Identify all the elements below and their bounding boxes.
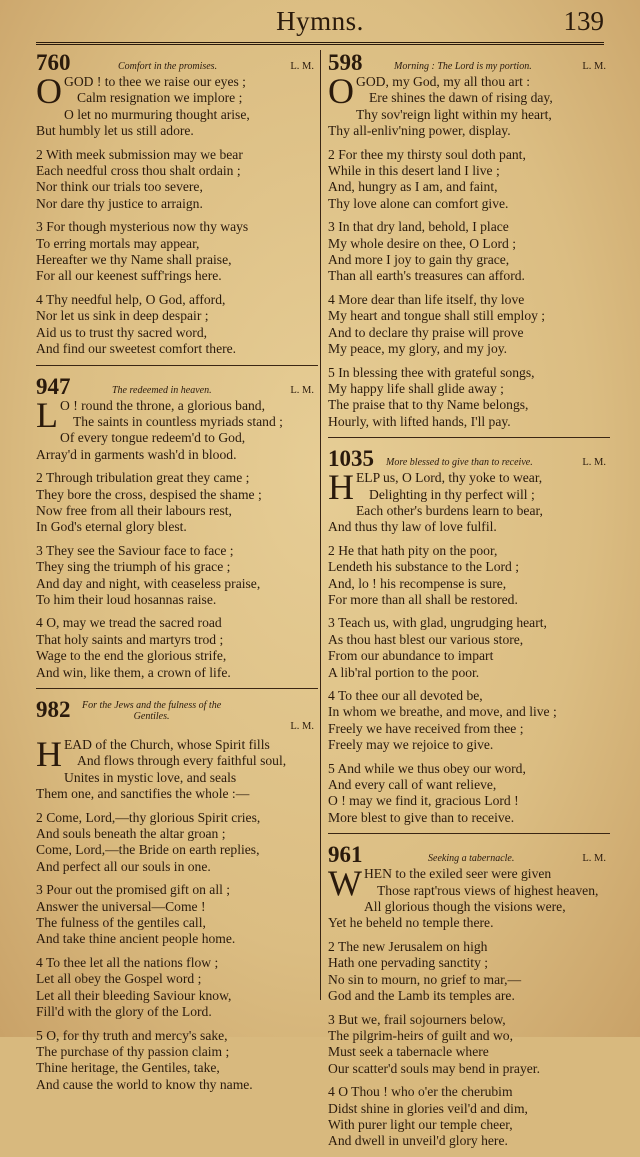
verse-line: The praise that to thy Name belongs, (328, 397, 529, 413)
hymn-subject-line: More blessed to give than to receive. (386, 457, 533, 469)
verse-line: Freely may we rejoice to give. (328, 737, 494, 753)
verse-line: 5 And while we thus obey our word, (328, 760, 526, 776)
hymn-subject (394, 61, 532, 72)
verse-line: A lib'ral portion to the poor. (328, 664, 480, 680)
verse-line: 2 With meek submission may we bear (36, 146, 243, 162)
hymn-heading (328, 840, 610, 866)
verse-line: And win, like them, a crown of life. (36, 664, 231, 680)
hymn-subject (386, 457, 533, 468)
hymn-number: 760 (36, 50, 71, 75)
verse-line: Nor think our trials too severe, (36, 179, 203, 195)
first-lines (36, 71, 318, 111)
stanza (328, 219, 610, 285)
hymn-number: 982 (36, 697, 71, 722)
hymn-heading (36, 695, 318, 737)
verse-line: My heart and tongue shall still employ ; (328, 308, 546, 324)
first-lines (328, 863, 610, 904)
hymn-meter: L. M. (290, 721, 314, 732)
verse-line: Wage to the end the glorious strife, (36, 648, 227, 664)
page-title: Hymns. (276, 6, 364, 36)
verse-line: Those rapt'rous views of highest heaven, (376, 882, 599, 898)
stanza (36, 71, 318, 140)
verse-line: And, hungry as I am, and faint, (328, 179, 498, 195)
drop-cap-lines (64, 737, 318, 770)
verse-line: Calm resignation we implore ; (77, 90, 243, 106)
stanza (36, 147, 318, 213)
hymn-number: 947 (36, 373, 71, 399)
hymn-subject-line: Seeking a tabernacle. (428, 853, 515, 865)
verse-line: O ! may we find it, gracious Lord ! (328, 793, 519, 809)
verse-line: 4 O, may we tread the sacred road (36, 615, 222, 631)
verse-line: 4 O Thou ! who o'er the cherubim (328, 1084, 513, 1100)
drop-cap: H (328, 467, 354, 508)
verse-line: With purer light our temple cheer, (328, 1116, 513, 1132)
verse-line: And every call of want relieve, (328, 777, 497, 793)
hymn-heading (36, 372, 318, 398)
left-column (36, 48, 318, 1100)
hymn-separator-rule (328, 833, 610, 834)
verse-line: And day and night, with ceaseless praise, (36, 575, 261, 591)
verse-line: 3 For though mysterious now thy ways (36, 219, 249, 235)
stanza (328, 615, 610, 681)
first-lines (328, 71, 610, 111)
verse-line: Thine heritage, the Gentiles, take, (36, 1060, 220, 1076)
verse-line: More blest to give than to receive. (328, 809, 515, 825)
stanza (36, 810, 318, 876)
hymn-number: 1035 (328, 446, 374, 472)
verse-line: Now free from all their labours rest, (36, 502, 232, 518)
verse-line: Each other's burdens learn to bear, (356, 502, 543, 518)
verse-line: 4 To thee let all the nations flow ; (36, 954, 219, 970)
stanza (36, 734, 318, 803)
verse-line: The saints in countless myriads stand ; (73, 413, 283, 429)
verse-line: They sing the triumph of his grace ; (36, 559, 231, 575)
verse-line: Yet he beheld no temple there. (328, 915, 494, 931)
verse-line: Come, Lord,—the Bride on earth replies, (36, 842, 260, 858)
verse-line: Thy sov'reign light within my heart, (356, 106, 552, 122)
drop-cap: L (36, 394, 58, 435)
verse-line: Than all earth's treasures can afford. (328, 268, 525, 284)
stanza (36, 882, 318, 948)
verse-line: That holy saints and martyrs trod ; (36, 631, 224, 647)
verse-line: Lendeth his substance to the Lord ; (328, 559, 520, 575)
verse-line: And to declare thy praise will prove (328, 324, 524, 340)
verse-line: 4 Thy needful help, O God, afford, (36, 291, 226, 307)
drop-cap: H (36, 734, 62, 774)
verse-line: And more I joy to gain thy grace, (328, 252, 510, 268)
stanza (328, 71, 610, 140)
hymn-subject-line: For the Jews and the fulness of the (82, 700, 222, 711)
hymn-number: 598 (328, 50, 363, 75)
verse-line: And thus thy law of love fulfil. (328, 519, 497, 535)
verse-line: Answer the universal—Come ! (36, 898, 206, 914)
hymn-meter: L. M. (582, 853, 606, 865)
stanza (36, 292, 318, 358)
verse-line: Hourly, with lifted hands, I'll pay. (328, 413, 511, 429)
verse-line: Delighting in thy perfect will ; (369, 486, 535, 502)
first-lines (36, 734, 318, 774)
page-header (0, 0, 640, 42)
hymn-heading (328, 444, 610, 470)
hymn-subject (428, 853, 514, 864)
stanza (328, 292, 610, 358)
hymn (36, 695, 318, 1093)
hymn-subject-line: The redeemed in heaven. (112, 384, 212, 396)
stanza (36, 219, 318, 285)
verse-line: 2 The new Jerusalem on high (328, 938, 488, 954)
verse-line: Let all obey the Gospel word ; (36, 971, 202, 987)
verse-line: In whom we breathe, and move, and live ; (328, 704, 557, 720)
stanza (328, 147, 610, 213)
verse-line: To him their loud hosannas raise. (36, 591, 217, 607)
verse-line: GOD ! to thee we raise our eyes ; (64, 74, 246, 89)
hymn-heading (328, 48, 610, 74)
verse-line: 2 For thee my thirsty soul doth pant, (328, 146, 526, 162)
verse-line: 4 More dear than life itself, thy love (328, 291, 525, 307)
drop-cap-lines (356, 74, 610, 107)
verse-line: Thy love alone can comfort give. (328, 195, 509, 211)
verse-line: Unites in mystic love, and seals (64, 769, 237, 785)
page-number: 139 (563, 6, 604, 36)
verse-line: Aid us to trust thy sacred word, (36, 324, 208, 340)
verse-line: In God's eternal glory blest. (36, 519, 187, 535)
verse-line: To erring mortals may appear, (36, 235, 200, 251)
hymn-separator-rule (36, 688, 318, 689)
verse-line: Didst shine in glories veil'd and dim, (328, 1100, 528, 1116)
stanza (328, 1084, 610, 1150)
drop-cap-lines (364, 866, 610, 899)
hymn (328, 840, 610, 1150)
verse-line: The fulness of the gentiles call, (36, 915, 206, 931)
column-divider (320, 50, 321, 1000)
header-rule (36, 42, 604, 45)
verse-line: 3 Teach us, with glad, ungrudging heart, (328, 615, 547, 631)
verse-line: ELP us, O Lord, thy yoke to wear, (356, 470, 543, 486)
verse-line: 5 In blessing thee with grateful songs, (328, 364, 535, 380)
verse-line: For all our keenest suff'rings here. (36, 268, 222, 284)
verse-line: Them one, and sanctifies the whole :— (36, 786, 250, 802)
stanza (328, 1012, 610, 1078)
hymn-subject-line: Morning : The Lord is my portion. (394, 61, 532, 72)
verse-line: Freely we have received from thee ; (328, 720, 524, 736)
verse-line: HEN to the exiled seer were given (363, 866, 552, 882)
verse-line: Thy all-enliv'ning power, display. (328, 123, 511, 139)
first-lines (36, 394, 318, 435)
verse-line: 4 To thee our all devoted be, (328, 688, 483, 703)
verse-line: For more than all shall be restored. (328, 591, 518, 607)
verse-line: 3 They see the Saviour face to face ; (36, 542, 234, 558)
verse-line: Array'd in garments wash'd in blood. (36, 446, 237, 462)
hymn (328, 444, 610, 834)
verse-line: Must seek a tabernacle where (328, 1044, 489, 1060)
hymn-heading (36, 48, 318, 74)
verse-line: The purchase of thy passion claim ; (36, 1043, 230, 1059)
verse-line: My happy life shall glide away ; (328, 380, 504, 396)
stanza (328, 761, 610, 827)
verse-line: And flows through every faithful soul, (77, 753, 287, 769)
verse-line: While in this desert land I live ; (328, 163, 500, 179)
verse-line: 2 Through tribulation great they came ; (36, 470, 250, 486)
verse-line: Let all their bleeding Saviour know, (36, 987, 232, 1003)
verse-line: No sin to mourn, no grief to mar,— (328, 971, 522, 987)
stanza (36, 615, 318, 681)
drop-cap: W (328, 863, 362, 904)
verse-line: O let no murmuring thought arise, (64, 106, 250, 122)
verse-line: Hereafter we thy Name shall praise, (36, 252, 232, 268)
verse-line: 2 He that hath pity on the poor, (328, 542, 498, 558)
hymn-meter: L. M. (582, 457, 606, 469)
verse-line: All glorious though the visions were, (363, 899, 566, 915)
verse-line: GOD, my God, my all thou art : (356, 74, 531, 89)
verse-line: And cause the world to know thy name. (36, 1076, 253, 1092)
verse-line: Of every tongue redeem'd to God, (60, 430, 246, 446)
stanza (328, 543, 610, 609)
stanza (36, 955, 318, 1021)
stanza (328, 467, 610, 536)
hymn (36, 372, 318, 690)
hymn-subject-line: Gentiles. (133, 711, 170, 722)
hymn-subject (118, 61, 217, 72)
stanza (328, 939, 610, 1005)
verse-line: And souls beneath the altar groan ; (36, 826, 226, 842)
verse-line: They bore the cross, despised the shame ; (36, 486, 262, 502)
verse-line: The pilgrim-heirs of guilt and wo, (328, 1027, 513, 1043)
first-lines (328, 467, 610, 508)
verse-line: EAD of the Church, whose Spirit fills (64, 737, 270, 752)
verse-line: But humbly let us still adore. (36, 123, 194, 139)
verse-line: O ! round the throne, a glorious band, (60, 397, 265, 413)
verse-line: And dwell in unveil'd glory here. (328, 1133, 508, 1149)
verse-line: 3 In that dry land, behold, I place (328, 219, 509, 235)
stanza (328, 863, 610, 932)
verse-line: 3 But we, frail sojourners below, (328, 1011, 506, 1027)
drop-cap: O (328, 71, 354, 111)
verse-line: And, lo ! his recompense is sure, (328, 575, 507, 591)
verse-line: My whole desire on thee, O Lord ; (328, 235, 517, 251)
verse-line: Hath one pervading sanctity ; (328, 955, 489, 971)
stanza (36, 1028, 318, 1094)
right-column (328, 48, 610, 1157)
stanza (36, 543, 318, 609)
drop-cap-lines (356, 470, 610, 503)
verse-line: Each needful cross thou shalt ordain ; (36, 163, 241, 179)
hymn (36, 48, 318, 366)
drop-cap-lines (64, 74, 318, 107)
drop-cap: O (36, 71, 62, 111)
hymn-meter: L. M. (290, 61, 314, 72)
drop-cap-lines (60, 398, 318, 431)
verse-line: My peace, my glory, and my joy. (328, 341, 508, 357)
verse-line: 5 O, for thy truth and mercy's sake, (36, 1027, 228, 1043)
stanza (36, 394, 318, 464)
hymn-separator-rule (328, 437, 610, 438)
stanza (36, 470, 318, 536)
verse-line: And take thine ancient people home. (36, 931, 236, 947)
hymn-meter: L. M. (582, 61, 606, 72)
hymn (328, 48, 610, 438)
verse-line: From our abundance to impart (328, 648, 494, 664)
verse-line: Nor let us sink in deep despair ; (36, 308, 209, 324)
verse-line: 2 Come, Lord,—thy glorious Spirit cries, (36, 809, 261, 825)
verse-line: And perfect all our souls in one. (36, 858, 211, 874)
hymn-subject (82, 700, 221, 722)
hymn-separator-rule (36, 365, 318, 366)
stanza (328, 688, 610, 754)
hymn-subject-line: Comfort in the promises. (118, 61, 218, 72)
hymn-number: 961 (328, 842, 363, 868)
verse-line: Fill'd with the glory of the Lord. (36, 1004, 212, 1020)
verse-line: Our scatter'd souls may bend in prayer. (328, 1060, 540, 1076)
verse-line: And find our sweetest comfort there. (36, 341, 237, 357)
hymn-subject (112, 385, 212, 396)
verse-line: God and the Lamb its temples are. (328, 988, 515, 1004)
verse-line: Ere shines the dawn of rising day, (369, 90, 553, 106)
verse-line: Nor dare thy justice to arraign. (36, 195, 203, 211)
verse-line: 3 Pour out the promised gift on all ; (36, 882, 231, 898)
stanza (328, 365, 610, 431)
verse-line: As thou hast blest our various store, (328, 631, 524, 647)
hymn-meter: L. M. (290, 384, 314, 396)
